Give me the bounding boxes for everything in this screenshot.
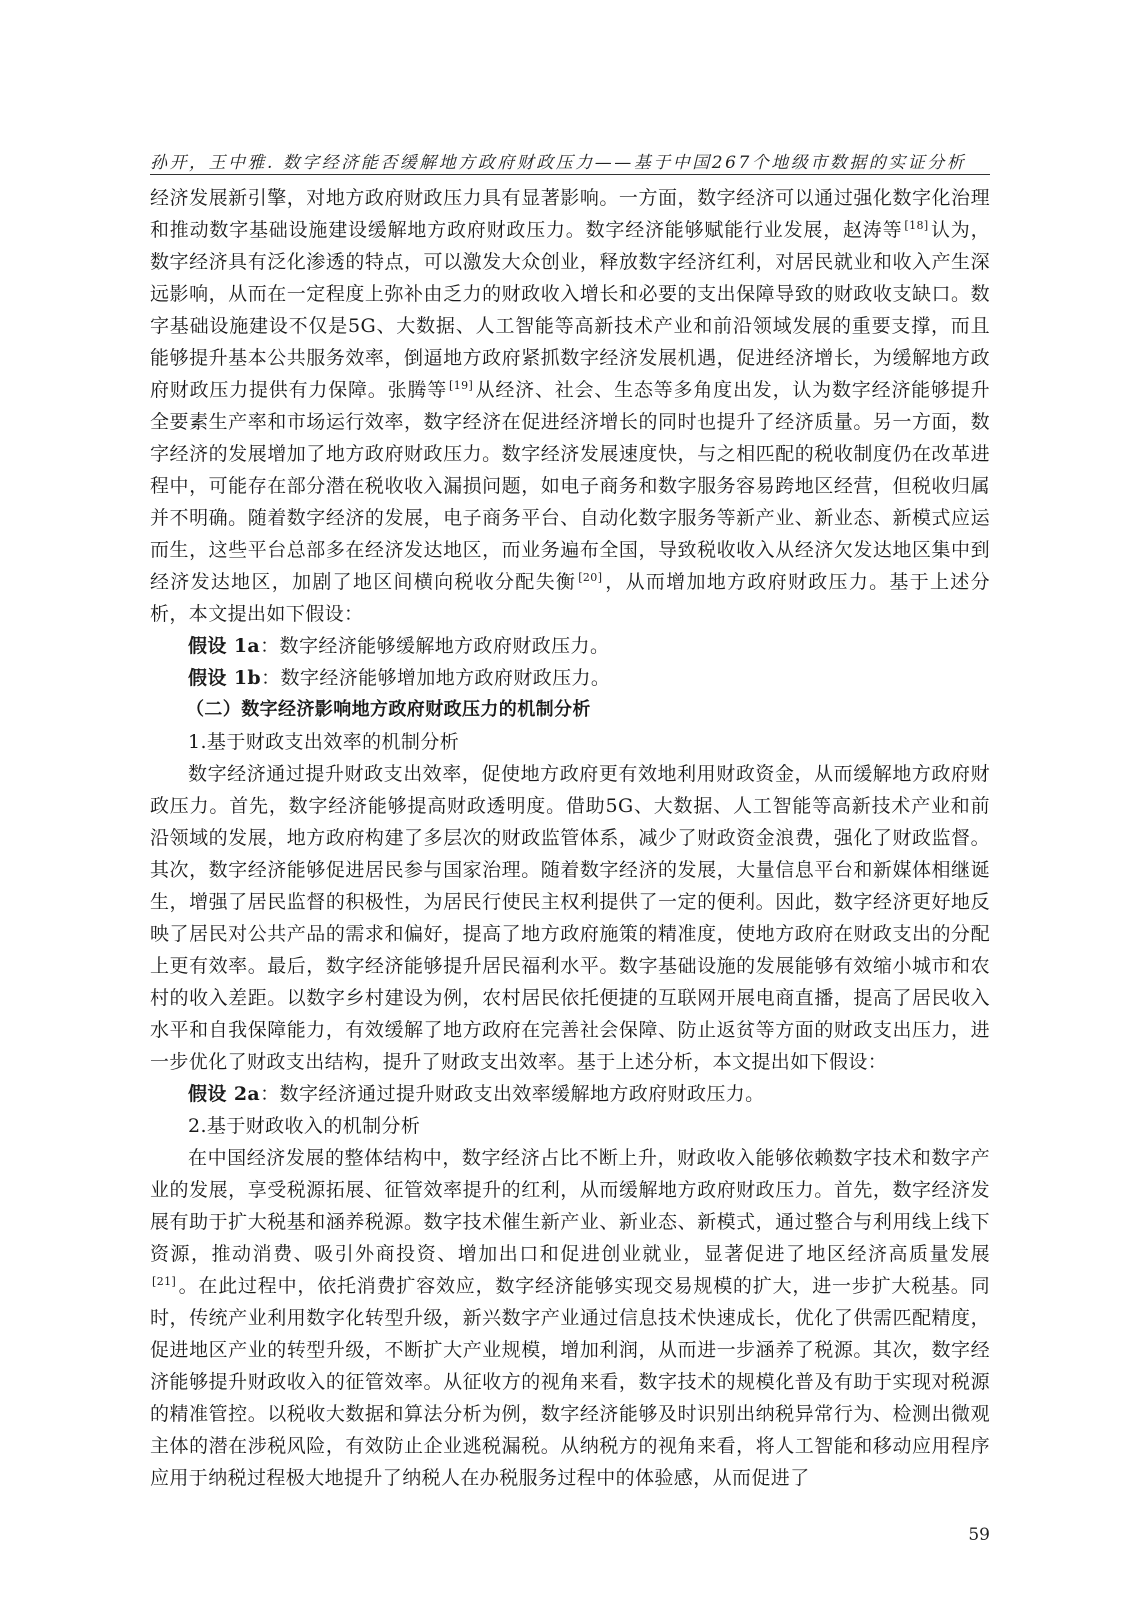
- page-number: 59: [968, 1525, 990, 1545]
- hypothesis-label: 假设 1a: [188, 635, 261, 657]
- text-run: 在中国经济发展的整体结构中，数字经济占比不断上升，财政收入能够依赖数字技术和数字产业的发展，享受税源拓展、征管效率提升的红利，从而缓解地方政府财政压力。首先，数字经济发展有助于扩大税基和涵养税源。数字技术催生新产业、新业态、新模式，通过整合与利用线上线下资源，推动消费、吸引外商投资、增加出口和促进创业就业，显著促进了地区经济高质量发展: [150, 1147, 990, 1265]
- text-run: 。在此过程中，依托消费扩容效应，数字经济能够实现交易规模的扩大，进一步扩大税基。同时，传统产业利用数字化转型升级，新兴数字产业通过信息技术快速成长，优化了供需匹配精度，促进地区产业的转型升级，不断扩大产业规模，增加利润，从而进一步涵养了税源。其次，数字经济能够提升财政收入的征管效率。从征收方的视角来看，数字技术的规模化普及有助于实现对税源的精准管控。以税收大数据和算法分析为例，数字经济能够及时识别出纳税异常行为、检测出微观主体的潜在涉税风险，有效防止企业逃税漏税。从纳税方的视角来看，将人工智能和移动应用程序应用于纳税过程极大地提升了纳税人在办税服务过程中的体验感，从而促进了: [150, 1275, 990, 1489]
- hypothesis-text: ：数字经济能够增加地方政府财政压力。: [261, 667, 611, 689]
- citation[interactable]: [20]: [578, 570, 603, 584]
- hypothesis-label: 假设 2a: [188, 1083, 261, 1105]
- hypothesis-1b: [150, 662, 990, 694]
- paragraph: [150, 1142, 990, 1494]
- citation[interactable]: [21]: [152, 1274, 177, 1288]
- section-heading: （二）数字经济影响地方政府财政压力的机制分析: [186, 699, 591, 720]
- article-body: [150, 182, 990, 1494]
- citation[interactable]: [18]: [904, 218, 929, 232]
- text-run: 从经济、社会、生态等多角度出发，认为数字经济能够提升全要素生产率和市场运行效率，数字经济在促进经济增长的同时也提升了经济质量。另一方面，数字经济的发展增加了地方政府财政压力。数字经济发展速度快，与之相匹配的税收制度仍在改革进程中，可能存在部分潜在税收收入漏损问题，如电子商务和数字服务容易跨地区经营，但税收归属并不明确。随着数字经济的发展，电子商务平台、自动化数字服务等新产业、新业态、新模式应运而生，这些平台总部多在经济发达地区，而业务遍布全国，导致税收收入从经济欠发达地区集中到经济发达地区，加剧了地区间横向税收分配失衡: [150, 379, 990, 593]
- hypothesis-1a: [150, 630, 990, 662]
- text-run: 认为，数字经济具有泛化渗透的特点，可以激发大众创业，释放数字经济红利，对居民就业和收入产生深远影响，从而在一定程度上弥补由乏力的财政收入增长和必要的支出保障导致的财政收支缺口。数字基础设施建设不仅是5G、大数据、人工智能等高新技术产业和前沿领域发展的重要支撑，而且能够提升基本公共服务效率，倒逼地方政府紧抓数字经济发展机遇，促进经济增长，为缓解地方政府财政压力提供有力保障。张腾等: [150, 219, 991, 401]
- hypothesis-text: ：数字经济通过提升财政支出效率缓解地方政府财政压力。: [260, 1083, 765, 1105]
- subsection-heading: 2.基于财政收入的机制分析: [188, 1115, 421, 1137]
- running-head: 孙开，王中雅. 数字经济能否缓解地方政府财政压力——基于中国267个地级市数据的实证分析: [150, 153, 967, 173]
- citation[interactable]: [19]: [449, 378, 474, 392]
- paragraph: [150, 182, 990, 630]
- hypothesis-label: 假设 1b: [188, 667, 262, 689]
- text-run: ，从而增加地方政府财政压力。基于上述分析，本文提出如下假设：: [150, 571, 990, 625]
- header-rule: [150, 174, 990, 175]
- text-run: 经济发展新引擎，对地方政府财政压力具有显著影响。一方面，数字经济可以通过强化数字化治理和推动数字基础设施建设缓解地方政府财政压力。数字经济能够赋能行业发展，赵涛等: [150, 187, 990, 241]
- hypothesis-text: ：数字经济能够缓解地方政府财政压力。: [260, 635, 610, 657]
- paragraph: 数字经济通过提升财政支出效率，促使地方政府更有效地利用财政资金，从而缓解地方政府财政压力。首先，数字经济能够提高财政透明度。借助5G、大数据、人工智能等高新技术产业和前沿领域的发展，地方政府构建了多层次的财政监管体系，减少了财政资金浪费，强化了财政监督。其次，数字经济能够促进居民参与国家治理。随着数字经济的发展，大量信息平台和新媒体相继诞生，增强了居民监督的积极性，为居民行使民主权利提供了一定的便利。因此，数字经济更好地反映了居民对公共产品的需求和偏好，提高了地方政府施策的精准度，使地方政府在财政支出的分配上更有效率。最后，数字经济能够提升居民福利水平。数字基础设施的发展能够有效缩小城市和农村的收入差距。以数字乡村建设为例，农村居民依托便捷的互联网开展电商直播，提高了居民收入水平和自我保障能力，有效缓解了地方政府在完善社会保障、防止返贫等方面的财政支出压力，进一步优化了财政支出结构，提升了财政支出效率。基于上述分析，本文提出如下假设：: [150, 763, 990, 1073]
- subsection-heading: 1.基于财政支出效率的机制分析: [188, 731, 460, 753]
- hypothesis-2a: [150, 1078, 990, 1110]
